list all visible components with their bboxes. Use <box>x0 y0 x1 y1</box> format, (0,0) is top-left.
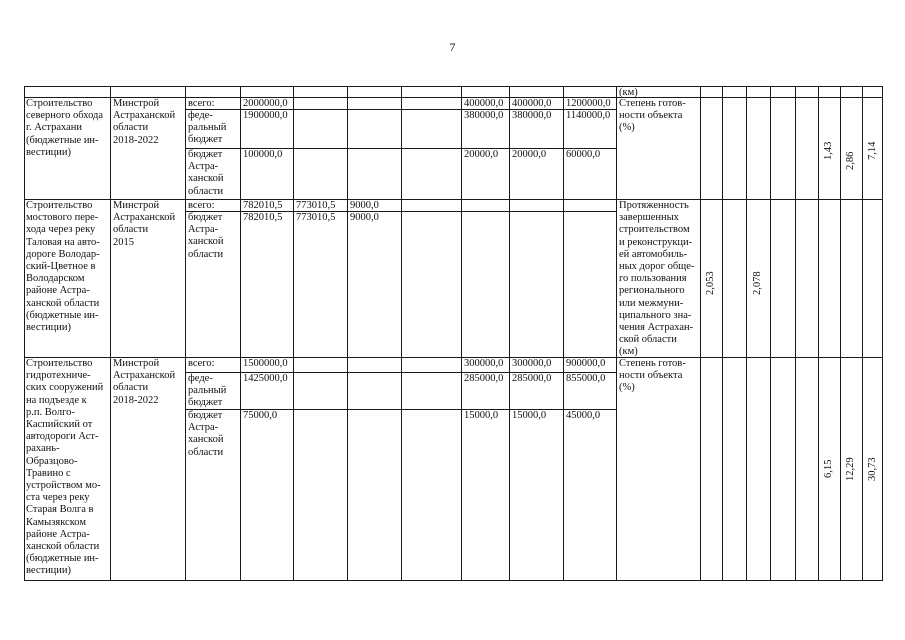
column-rule <box>509 86 510 580</box>
object-name-line: Строительство <box>26 200 93 211</box>
budget-source-line: Астра- <box>188 422 219 434</box>
indicator-line: го пользования <box>619 273 687 285</box>
amount-cell: 1200000,0 <box>566 98 611 109</box>
budget-source-line: феде- <box>188 373 213 384</box>
object-name-line: ский-Цветное в <box>26 261 96 272</box>
amount-cell: 773010,5 <box>296 212 336 223</box>
amount-cell: 900000,0 <box>566 358 606 369</box>
executor-line: Минстрой <box>113 200 160 211</box>
budget-source-line: всего: <box>188 98 215 109</box>
budget-source-line: области <box>188 446 224 458</box>
budget-source-line: всего: <box>188 200 215 211</box>
target-value: 2,053 <box>705 271 716 295</box>
object-name-line: ста через реку <box>26 492 90 504</box>
budget-source-line: ханской <box>188 434 224 446</box>
header-unit-label: (км) <box>619 87 638 98</box>
amount-cell: 20000,0 <box>512 149 547 160</box>
object-name-line: Строительство <box>26 98 93 109</box>
amount-cell: 60000,0 <box>566 149 601 160</box>
indicator-line: регионального <box>619 285 685 297</box>
amount-cell: 400000,0 <box>512 98 552 109</box>
object-name-line: вестиции) <box>26 322 72 333</box>
table-top-rule <box>24 86 883 87</box>
column-rule <box>240 86 241 580</box>
budget-source-line: бюджет <box>188 212 223 223</box>
column-rule <box>347 86 348 580</box>
budget-source-line: бюджет <box>188 149 223 160</box>
amount-cell: 75000,0 <box>243 410 278 421</box>
object-name-line: хода через реку <box>26 224 96 236</box>
column-rule <box>110 86 111 580</box>
object-name-line: Камызякском <box>26 516 86 528</box>
column-rule <box>563 86 564 580</box>
executor-line: 2015 <box>113 236 134 248</box>
indicator-line: (%) <box>619 122 635 134</box>
object-name-line: Каспийский от <box>26 419 93 430</box>
budget-source-line: бюджет <box>188 134 223 146</box>
object-name-line: вестиции) <box>26 146 72 158</box>
page-number: 7 <box>449 40 456 54</box>
object-name-line: Володарском <box>26 273 85 285</box>
budget-source-line: Астра- <box>188 161 219 173</box>
indicator-line: Степень готов- <box>619 358 686 369</box>
object-name-line: ских сооружений <box>26 382 104 394</box>
object-name-line: автодороги Аст- <box>26 431 99 443</box>
object-name-line: Таловая на авто- <box>26 236 100 248</box>
indicator-line: строительством <box>619 224 690 236</box>
indicator-line: ской области <box>619 334 677 346</box>
column-rule <box>700 86 701 580</box>
target-value: 1,43 <box>823 141 834 160</box>
target-value: 2,078 <box>752 271 763 295</box>
budget-source-line: ральный <box>188 122 227 134</box>
column-rule <box>461 86 462 580</box>
column-rule <box>770 86 771 580</box>
amount-cell: 15000,0 <box>512 410 547 421</box>
column-rule <box>722 86 723 580</box>
object-name-line: устройством мо- <box>26 480 101 491</box>
object-name-line: ханской области <box>26 297 100 309</box>
executor-line: Астраханской <box>113 212 176 224</box>
amount-cell: 782010,5 <box>243 212 283 223</box>
amount-cell: 20000,0 <box>464 149 499 160</box>
object-name-line: районе Астра- <box>26 285 90 297</box>
object-name-line: р.п. Волго- <box>26 406 75 418</box>
amount-cell: 773010,5 <box>296 200 336 211</box>
amount-cell: 1900000,0 <box>243 110 288 121</box>
column-rule <box>795 86 796 580</box>
indicator-line: ей автомобиль- <box>619 248 688 260</box>
amount-cell: 9000,0 <box>350 200 379 211</box>
object-name-line: г. Астрахани <box>26 122 82 134</box>
object-name-line: районе Астра- <box>26 528 90 540</box>
object-name-line: (бюджетные ин- <box>26 134 99 146</box>
executor-line: Минстрой <box>113 358 160 369</box>
object-name-line: гидротехниче- <box>26 370 91 382</box>
amount-cell: 380000,0 <box>464 110 504 121</box>
budget-source-line: всего: <box>188 358 215 369</box>
object-name-line: дороге Володар- <box>26 248 100 260</box>
object-name-line: Строительство <box>26 358 93 369</box>
column-rule <box>840 86 841 580</box>
budget-source-line: ханской <box>188 236 224 248</box>
executor-line: Астраханской <box>113 110 176 122</box>
column-rule <box>818 86 819 580</box>
indicator-line: (км) <box>619 346 638 358</box>
executor-line: 2018-2022 <box>113 394 159 406</box>
executor-line: области <box>113 122 149 134</box>
budget-source-line: бюджет <box>188 397 223 409</box>
row-rule <box>24 580 883 581</box>
indicator-line: ципального зна- <box>619 309 692 321</box>
indicator-line: ности объекта <box>619 370 683 382</box>
amount-cell: 1500000,0 <box>243 358 288 369</box>
amount-cell: 9000,0 <box>350 212 379 223</box>
object-name-line: Образцово- <box>26 455 78 467</box>
object-name-line: мостового пере- <box>26 212 99 224</box>
amount-cell: 15000,0 <box>464 410 499 421</box>
object-name-line: северного обхода <box>26 110 104 122</box>
indicator-line: завершенных <box>619 212 679 224</box>
indicator-line: Протяженность <box>619 200 689 211</box>
object-name-line: Старая Волга в <box>26 504 94 516</box>
amount-cell: 1140000,0 <box>566 110 611 121</box>
target-value: 30,73 <box>867 457 878 481</box>
target-value: 12,29 <box>845 457 856 481</box>
indicator-line: ности объекта <box>619 110 683 122</box>
executor-line: Минстрой <box>113 98 160 109</box>
budget-source-line: феде- <box>188 110 213 121</box>
budget-source-line: Астра- <box>188 224 219 236</box>
target-value: 2,86 <box>845 151 856 170</box>
amount-cell: 2000000,0 <box>243 98 288 109</box>
budget-source-line: области <box>188 248 224 260</box>
object-name-line: на подъезде к <box>26 394 87 406</box>
executor-line: области <box>113 382 149 394</box>
indicator-line: Степень готов- <box>619 98 686 109</box>
table-right-rule <box>882 86 883 580</box>
amount-cell: 400000,0 <box>464 98 504 109</box>
indicator-line: и реконструкци- <box>619 236 693 248</box>
column-rule <box>401 86 402 580</box>
executor-line: 2018-2022 <box>113 134 159 146</box>
budget-source-line: ральный <box>188 385 227 397</box>
target-value: 6,15 <box>823 459 834 478</box>
table-left-rule <box>24 86 25 580</box>
amount-cell: 285000,0 <box>464 373 504 384</box>
amount-cell: 45000,0 <box>566 410 601 421</box>
indicator-line: (%) <box>619 382 635 394</box>
object-name-line: вестиции) <box>26 565 72 577</box>
amount-cell: 855000,0 <box>566 373 606 384</box>
column-rule <box>746 86 747 580</box>
amount-cell: 285000,0 <box>512 373 552 384</box>
object-name-line: Травино с <box>26 467 71 479</box>
indicator-line: ных дорог обще- <box>619 261 695 272</box>
executor-line: Астраханской <box>113 370 176 382</box>
object-name-line: ханской области <box>26 541 100 552</box>
amount-cell: 100000,0 <box>243 149 283 160</box>
budget-source-line: ханской <box>188 173 224 185</box>
column-rule <box>185 86 186 580</box>
amount-cell: 300000,0 <box>512 358 552 369</box>
column-rule <box>616 86 617 580</box>
amount-cell: 782010,5 <box>243 200 283 211</box>
indicator-line: или межмуни- <box>619 297 684 309</box>
indicator-line: чения Астрахан- <box>619 322 694 333</box>
object-name-line: (бюджетные ин- <box>26 309 99 321</box>
target-value: 7,14 <box>867 141 878 160</box>
column-rule <box>293 86 294 580</box>
amount-cell: 1425000,0 <box>243 373 288 384</box>
budget-source-line: области <box>188 185 224 197</box>
column-rule <box>862 86 863 580</box>
executor-line: области <box>113 224 149 236</box>
budget-source-line: бюджет <box>188 410 223 421</box>
amount-cell: 380000,0 <box>512 110 552 121</box>
amount-cell: 300000,0 <box>464 358 504 369</box>
object-name-line: рахань- <box>26 443 60 455</box>
object-name-line: (бюджетные ин- <box>26 553 99 565</box>
